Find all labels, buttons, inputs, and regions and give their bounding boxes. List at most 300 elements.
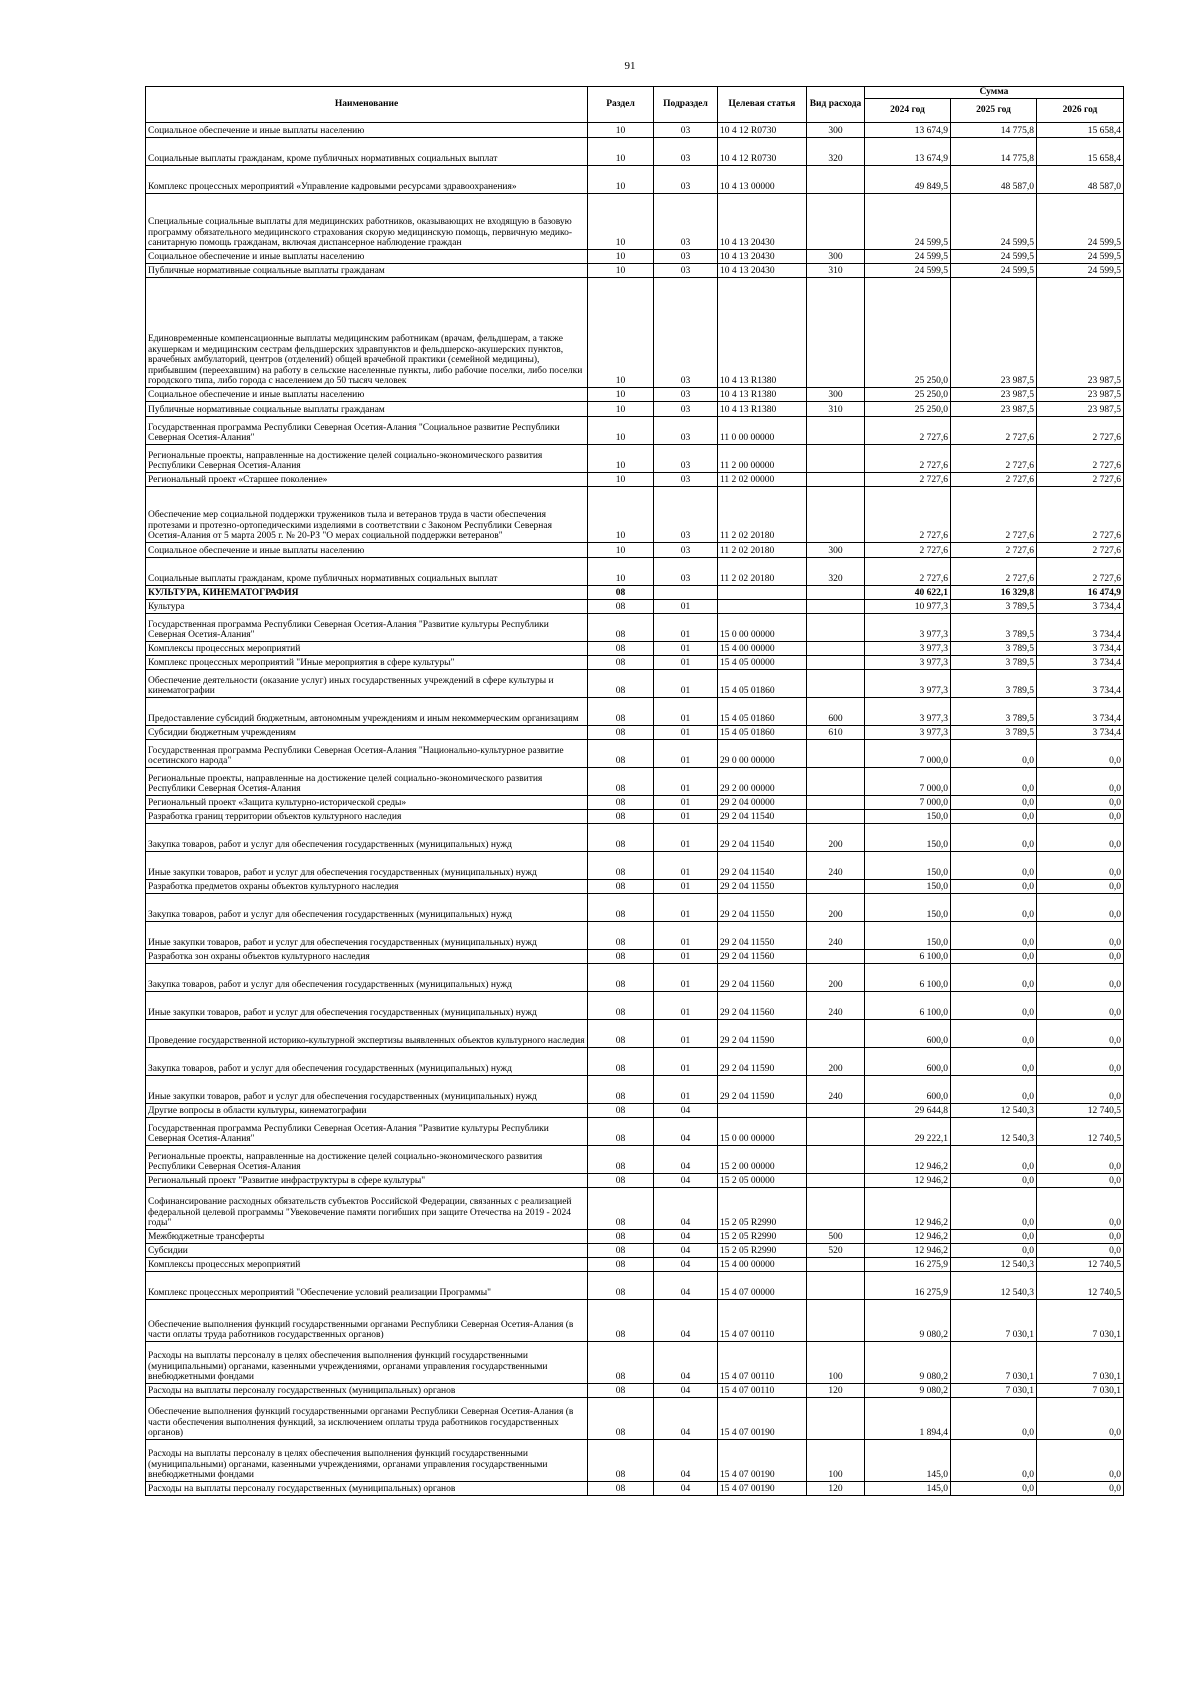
row-amount-2026: 0,0 [1037,1048,1124,1076]
row-name: Региональные проекты, направленные на достижение целей социально-экономического развития Республики Северная Осетия-Алания [146,1146,588,1174]
row-amount-2024: 3 977,3 [865,614,951,642]
row-amount-2026: 2 727,6 [1037,417,1124,445]
row-amount-2026: 0,0 [1037,894,1124,922]
row-amount-2025: 0,0 [951,1398,1037,1440]
row-amount-2024: 16 275,9 [865,1272,951,1300]
row-expense-type [807,880,865,894]
row-amount-2025: 0,0 [951,796,1037,810]
row-expense-type [807,600,865,614]
row-section: 08 [588,768,654,796]
row-section: 08 [588,1188,654,1230]
row-subsection: 04 [654,1342,718,1384]
row-name: Региональный проект "Развитие инфраструктуры в сфере культуры" [146,1174,588,1188]
row-amount-2025: 24 599,5 [951,250,1037,264]
row-expense-type: 300 [807,250,865,264]
row-amount-2026: 0,0 [1037,768,1124,796]
row-amount-2024: 29 644,8 [865,1104,951,1118]
row-name: Обеспечение мер социальной поддержки тружеников тыла и ветеранов труда в части обеспечения протезами и протезно-ортопедическими изделиями в соответствии с Законом Республики Северная Осетия-Алания от 5 марта 2005 г. № 20-РЗ "О мерах социальной поддержки ветеранов" [146,487,588,543]
row-name: КУЛЬТУРА, КИНЕМАТОГРАФИЯ [146,586,588,600]
row-target-code: 15 2 00 00000 [718,1146,807,1174]
row-amount-2026: 2 727,6 [1037,445,1124,473]
table-row [146,768,1124,796]
row-expense-type: 310 [807,264,865,278]
row-section: 08 [588,1048,654,1076]
row-amount-2024: 150,0 [865,852,951,880]
row-amount-2024: 2 727,6 [865,417,951,445]
row-target-code: 15 4 05 01860 [718,698,807,726]
table-row [146,1398,1124,1440]
row-section: 08 [588,1104,654,1118]
row-amount-2024: 24 599,5 [865,250,951,264]
row-name: Специальные социальные выплаты для медицинских работников, оказывающих не входящую в базовую программу обязательного медицинского страхования скорую медицинскую помощь, первичную медико-санитарную помощь гражданам, включая диспансерное наблюдение граждан [146,194,588,250]
row-expense-type: 300 [807,388,865,402]
row-target-code: 15 4 07 00000 [718,1272,807,1300]
row-target-code: 11 2 00 00000 [718,445,807,473]
row-amount-2025: 0,0 [951,810,1037,824]
row-name: Комплекс процессных мероприятий «Управление кадровыми ресурсами здравоохранения» [146,166,588,194]
row-target-code: 10 4 13 20430 [718,194,807,250]
row-name: Предоставление субсидий бюджетным, автономным учреждениям и иным некоммерческим организациям [146,698,588,726]
row-expense-type: 310 [807,402,865,417]
row-amount-2025: 0,0 [951,1188,1037,1230]
row-target-code: 29 2 04 11560 [718,992,807,1020]
table-row [146,1048,1124,1076]
row-amount-2024: 6 100,0 [865,992,951,1020]
row-amount-2025: 3 789,5 [951,642,1037,656]
row-section: 08 [588,1482,654,1496]
row-target-code: 10 4 13 20430 [718,264,807,278]
row-target-code: 11 2 02 20180 [718,487,807,543]
row-name: Обеспечение выполнения функций государственными органами Республики Северная Осетия-Алания (в части оплаты труда работников государственных органов) [146,1300,588,1342]
row-expense-type: 240 [807,852,865,880]
header-section: Раздел [588,87,654,123]
row-subsection: 01 [654,656,718,670]
row-amount-2025: 3 789,5 [951,670,1037,698]
row-subsection: 04 [654,1230,718,1244]
row-section: 10 [588,402,654,417]
row-expense-type [807,473,865,487]
row-target-code: 11 2 02 00000 [718,473,807,487]
row-target-code: 15 0 00 00000 [718,614,807,642]
row-name: Расходы на выплаты персоналу в целях обеспечения выполнения функций государственными (муниципальными) органами, казенными учреждениями, органами управления государственными внебюджетными фондами [146,1342,588,1384]
row-amount-2026: 0,0 [1037,950,1124,964]
row-expense-type [807,768,865,796]
row-subsection: 04 [654,1244,718,1258]
row-name: Региональные проекты, направленные на достижение целей социально-экономического развития Республики Северная Осетия-Алания [146,445,588,473]
row-amount-2024: 6 100,0 [865,950,951,964]
row-subsection: 01 [654,950,718,964]
row-amount-2026: 16 474,9 [1037,586,1124,600]
row-target-code: 15 4 07 00110 [718,1300,807,1342]
row-target-code: 29 2 04 11540 [718,824,807,852]
row-amount-2025: 0,0 [951,880,1037,894]
row-name: Разработка зон охраны объектов культурного наследия [146,950,588,964]
row-amount-2026: 2 727,6 [1037,473,1124,487]
row-target-code: 15 2 05 R2990 [718,1188,807,1230]
row-amount-2026: 0,0 [1037,1230,1124,1244]
row-amount-2025: 0,0 [951,1146,1037,1174]
row-name: Обеспечение деятельности (оказание услуг) иных государственных учреждений в сфере культуры и кинематографии [146,670,588,698]
table-row [146,880,1124,894]
row-section: 08 [588,810,654,824]
table-row [146,656,1124,670]
header-name: Наименование [146,87,588,123]
row-amount-2026: 3 734,4 [1037,726,1124,740]
row-name: Разработка предметов охраны объектов культурного наследия [146,880,588,894]
row-target-code: 29 2 00 00000 [718,768,807,796]
table-row [146,278,1124,388]
row-name: Публичные нормативные социальные выплаты гражданам [146,402,588,417]
row-target-code: 15 4 05 01860 [718,726,807,740]
row-subsection: 04 [654,1104,718,1118]
row-amount-2024: 2 727,6 [865,445,951,473]
row-amount-2025: 0,0 [951,922,1037,950]
row-section: 08 [588,1384,654,1398]
row-subsection: 04 [654,1384,718,1398]
header-year-2026: 2026 год [1037,99,1124,123]
row-subsection: 01 [654,1020,718,1048]
row-section: 08 [588,1300,654,1342]
row-name: Межбюджетные трансферты [146,1230,588,1244]
row-amount-2025: 12 540,3 [951,1272,1037,1300]
row-amount-2026: 12 740,5 [1037,1272,1124,1300]
table-row [146,614,1124,642]
row-amount-2026: 7 030,1 [1037,1300,1124,1342]
row-expense-type [807,1272,865,1300]
row-section: 08 [588,1272,654,1300]
row-name: Другие вопросы в области культуры, кинематографии [146,1104,588,1118]
row-subsection: 04 [654,1482,718,1496]
row-section: 08 [588,600,654,614]
row-amount-2025: 0,0 [951,964,1037,992]
row-expense-type [807,1146,865,1174]
row-section: 08 [588,922,654,950]
row-expense-type: 500 [807,1230,865,1244]
row-subsection: 01 [654,964,718,992]
row-expense-type [807,1398,865,1440]
table-row [146,487,1124,543]
row-amount-2025: 14 775,8 [951,123,1037,138]
row-amount-2026: 12 740,5 [1037,1104,1124,1118]
row-expense-type [807,1020,865,1048]
row-subsection: 03 [654,417,718,445]
row-amount-2025: 0,0 [951,824,1037,852]
row-section: 08 [588,670,654,698]
row-section: 10 [588,194,654,250]
table-row [146,123,1124,138]
row-amount-2025: 0,0 [951,740,1037,768]
row-amount-2024: 2 727,6 [865,543,951,558]
row-amount-2026: 0,0 [1037,1020,1124,1048]
row-name: Социальные выплаты гражданам, кроме публичных нормативных социальных выплат [146,138,588,166]
table-row [146,796,1124,810]
row-expense-type: 520 [807,1244,865,1258]
row-name: Проведение государственной историко-культурной экспертизы выявленных объектов культурного наследия [146,1020,588,1048]
row-expense-type [807,740,865,768]
row-subsection: 01 [654,642,718,656]
row-name: Культура [146,600,588,614]
row-amount-2024: 13 674,9 [865,138,951,166]
row-amount-2026: 23 987,5 [1037,402,1124,417]
row-subsection [654,586,718,600]
row-name: Государственная программа Республики Северная Осетия-Алания "Социальное развитие Республики Северная Осетия-Алания" [146,417,588,445]
row-name: Закупка товаров, работ и услуг для обеспечения государственных (муниципальных) нужд [146,964,588,992]
row-target-code: 10 4 13 00000 [718,166,807,194]
row-amount-2024: 150,0 [865,922,951,950]
row-expense-type [807,586,865,600]
row-subsection: 03 [654,264,718,278]
row-section: 10 [588,445,654,473]
row-subsection: 03 [654,445,718,473]
row-name: Обеспечение выполнения функций государственными органами Республики Северная Осетия-Алания (в части обеспечения выполнения функций, за исключением оплаты труда работников государственных органов) [146,1398,588,1440]
row-section: 08 [588,852,654,880]
row-section: 08 [588,1076,654,1104]
row-name: Иные закупки товаров, работ и услуг для обеспечения государственных (муниципальных) нужд [146,1076,588,1104]
row-amount-2024: 600,0 [865,1020,951,1048]
row-amount-2025: 23 987,5 [951,402,1037,417]
row-amount-2025: 2 727,6 [951,473,1037,487]
row-expense-type [807,950,865,964]
row-section: 08 [588,950,654,964]
row-amount-2026: 0,0 [1037,880,1124,894]
table-row [146,726,1124,740]
row-section: 10 [588,250,654,264]
table-row [146,1174,1124,1188]
row-section: 10 [588,264,654,278]
row-expense-type [807,487,865,543]
row-amount-2026: 0,0 [1037,1076,1124,1104]
row-expense-type [807,1104,865,1118]
row-name: Социальное обеспечение и иные выплаты населению [146,123,588,138]
row-section: 10 [588,487,654,543]
row-amount-2024: 25 250,0 [865,402,951,417]
row-amount-2026: 24 599,5 [1037,264,1124,278]
row-subsection: 01 [654,1076,718,1104]
row-target-code: 15 2 05 R2990 [718,1230,807,1244]
row-expense-type [807,1258,865,1272]
row-amount-2024: 24 599,5 [865,194,951,250]
row-section: 08 [588,586,654,600]
row-section: 10 [588,558,654,586]
row-amount-2024: 1 894,4 [865,1398,951,1440]
row-expense-type: 200 [807,894,865,922]
row-amount-2026: 3 734,4 [1037,656,1124,670]
row-amount-2025: 2 727,6 [951,445,1037,473]
row-target-code: 15 0 00 00000 [718,1118,807,1146]
row-target-code: 29 0 00 00000 [718,740,807,768]
row-target-code: 15 4 05 00000 [718,656,807,670]
row-amount-2026: 0,0 [1037,1398,1124,1440]
row-target-code: 29 2 04 11590 [718,1076,807,1104]
table-row [146,1118,1124,1146]
row-expense-type: 300 [807,123,865,138]
row-name: Разработка границ территории объектов культурного наследия [146,810,588,824]
row-amount-2025: 0,0 [951,1482,1037,1496]
row-amount-2026: 2 727,6 [1037,543,1124,558]
row-expense-type [807,278,865,388]
row-name: Софинансирование расходных обязательств субъектов Российской Федерации, связанных с реализацией федеральной целевой программы "Увековечение памяти погибших при защите Отечества на 2019 - 2024 годы" [146,1188,588,1230]
row-expense-type: 300 [807,543,865,558]
row-amount-2026: 0,0 [1037,922,1124,950]
row-subsection: 04 [654,1174,718,1188]
row-amount-2025: 12 540,3 [951,1104,1037,1118]
row-amount-2026: 0,0 [1037,1188,1124,1230]
row-amount-2025: 7 030,1 [951,1342,1037,1384]
row-name: Социальное обеспечение и иные выплаты населению [146,388,588,402]
table-row [146,1342,1124,1384]
table-row [146,402,1124,417]
table-row [146,950,1124,964]
row-target-code [718,586,807,600]
row-section: 08 [588,964,654,992]
row-subsection: 04 [654,1300,718,1342]
row-subsection: 03 [654,543,718,558]
row-subsection: 01 [654,880,718,894]
row-amount-2024: 16 275,9 [865,1258,951,1272]
row-name: Региональный проект «Защита культурно-исторической среды» [146,796,588,810]
row-name: Единовременные компенсационные выплаты медицинским работникам (врачам, фельдшерам, а также акушеркам и медицинским сестрам фельдшерских здравпунктов и фельдшерско-акушерских пунктов, врачебных амбулаторий, центров (отделений) общей врачебной практики (семейной медицины), прибывшим (переехавшим) на работу в сельские населенные пункты, либо рабочие поселки, либо поселки городского типа, либо города с населением до 50 тысяч человек [146,278,588,388]
row-target-code: 29 2 04 11550 [718,894,807,922]
table-row [146,642,1124,656]
row-target-code: 29 2 04 11540 [718,852,807,880]
row-amount-2024: 24 599,5 [865,264,951,278]
row-amount-2024: 3 977,3 [865,670,951,698]
row-amount-2024: 150,0 [865,880,951,894]
table-row [146,992,1124,1020]
row-section: 08 [588,698,654,726]
table-row [146,417,1124,445]
row-amount-2026: 12 740,5 [1037,1118,1124,1146]
row-subsection: 04 [654,1188,718,1230]
row-expense-type: 120 [807,1384,865,1398]
row-expense-type [807,194,865,250]
row-target-code: 29 2 04 11590 [718,1048,807,1076]
row-subsection: 03 [654,250,718,264]
row-target-code: 10 4 13 R1380 [718,402,807,417]
row-target-code: 11 2 02 20180 [718,543,807,558]
row-target-code: 29 2 04 11540 [718,810,807,824]
row-expense-type [807,166,865,194]
row-amount-2025: 3 789,5 [951,614,1037,642]
row-name: Социальное обеспечение и иные выплаты населению [146,250,588,264]
row-target-code: 11 0 00 00000 [718,417,807,445]
header-year-2025: 2025 год [951,99,1037,123]
row-amount-2024: 3 977,3 [865,642,951,656]
row-subsection: 03 [654,123,718,138]
row-expense-type: 320 [807,558,865,586]
table-row [146,922,1124,950]
row-subsection: 04 [654,1272,718,1300]
row-subsection: 01 [654,614,718,642]
row-amount-2026: 24 599,5 [1037,194,1124,250]
row-target-code: 11 2 02 20180 [718,558,807,586]
row-expense-type [807,1174,865,1188]
row-amount-2026: 0,0 [1037,796,1124,810]
row-amount-2026: 23 987,5 [1037,388,1124,402]
row-amount-2024: 40 622,1 [865,586,951,600]
header-sum: Сумма [865,87,1124,99]
row-target-code: 29 2 04 11560 [718,950,807,964]
table-row [146,1440,1124,1482]
row-subsection: 04 [654,1146,718,1174]
row-amount-2025: 0,0 [951,852,1037,880]
row-amount-2026: 0,0 [1037,810,1124,824]
row-target-code: 15 4 07 00190 [718,1398,807,1440]
row-name: Иные закупки товаров, работ и услуг для обеспечения государственных (муниципальных) нужд [146,852,588,880]
table-row [146,740,1124,768]
row-target-code: 15 4 05 01860 [718,670,807,698]
row-subsection: 03 [654,558,718,586]
row-amount-2025: 0,0 [951,1020,1037,1048]
row-subsection: 03 [654,487,718,543]
row-section: 08 [588,1342,654,1384]
row-amount-2026: 3 734,4 [1037,698,1124,726]
row-amount-2026: 0,0 [1037,964,1124,992]
row-expense-type [807,1118,865,1146]
table-row [146,1258,1124,1272]
row-subsection: 01 [654,810,718,824]
row-expense-type: 240 [807,1076,865,1104]
row-amount-2025: 7 030,1 [951,1384,1037,1398]
row-section: 10 [588,123,654,138]
row-section: 08 [588,642,654,656]
row-subsection: 01 [654,740,718,768]
row-name: Закупка товаров, работ и услуг для обеспечения государственных (муниципальных) нужд [146,894,588,922]
row-target-code: 10 4 13 R1380 [718,388,807,402]
row-subsection: 03 [654,473,718,487]
row-expense-type [807,810,865,824]
row-amount-2025: 2 727,6 [951,417,1037,445]
row-expense-type: 100 [807,1342,865,1384]
row-amount-2024: 25 250,0 [865,388,951,402]
row-expense-type [807,445,865,473]
row-subsection: 01 [654,824,718,852]
table-row [146,1104,1124,1118]
table-row [146,1020,1124,1048]
row-target-code: 15 2 05 00000 [718,1174,807,1188]
row-subsection: 01 [654,768,718,796]
row-name: Комплексы процессных мероприятий [146,1258,588,1272]
row-name: Комплекс процессных мероприятий "Иные мероприятия в сфере культуры" [146,656,588,670]
table-row [146,1244,1124,1258]
row-target-code: 29 2 04 11550 [718,880,807,894]
row-name: Государственная программа Республики Северная Осетия-Алания "Развитие культуры Республики Северная Осетия-Алания" [146,1118,588,1146]
row-subsection: 01 [654,726,718,740]
row-target-code: 10 4 12 R0730 [718,123,807,138]
row-amount-2024: 9 080,2 [865,1342,951,1384]
row-section: 10 [588,543,654,558]
table-row [146,600,1124,614]
row-name: Закупка товаров, работ и услуг для обеспечения государственных (муниципальных) нужд [146,1048,588,1076]
row-amount-2025: 12 540,3 [951,1118,1037,1146]
row-amount-2024: 12 946,2 [865,1230,951,1244]
row-amount-2024: 2 727,6 [865,558,951,586]
row-amount-2025: 24 599,5 [951,194,1037,250]
table-row [146,1482,1124,1496]
row-name: Комплекс процессных мероприятий "Обеспечение условий реализации Программы" [146,1272,588,1300]
row-target-code: 15 4 07 00110 [718,1342,807,1384]
row-amount-2024: 9 080,2 [865,1384,951,1398]
row-name: Социальное обеспечение и иные выплаты населению [146,543,588,558]
row-amount-2025: 2 727,6 [951,487,1037,543]
table-row [146,1188,1124,1230]
row-target-code: 15 4 07 00190 [718,1482,807,1496]
row-amount-2025: 0,0 [951,1048,1037,1076]
row-expense-type [807,1188,865,1230]
row-amount-2026: 0,0 [1037,1482,1124,1496]
row-amount-2025: 0,0 [951,1230,1037,1244]
row-subsection: 01 [654,852,718,880]
